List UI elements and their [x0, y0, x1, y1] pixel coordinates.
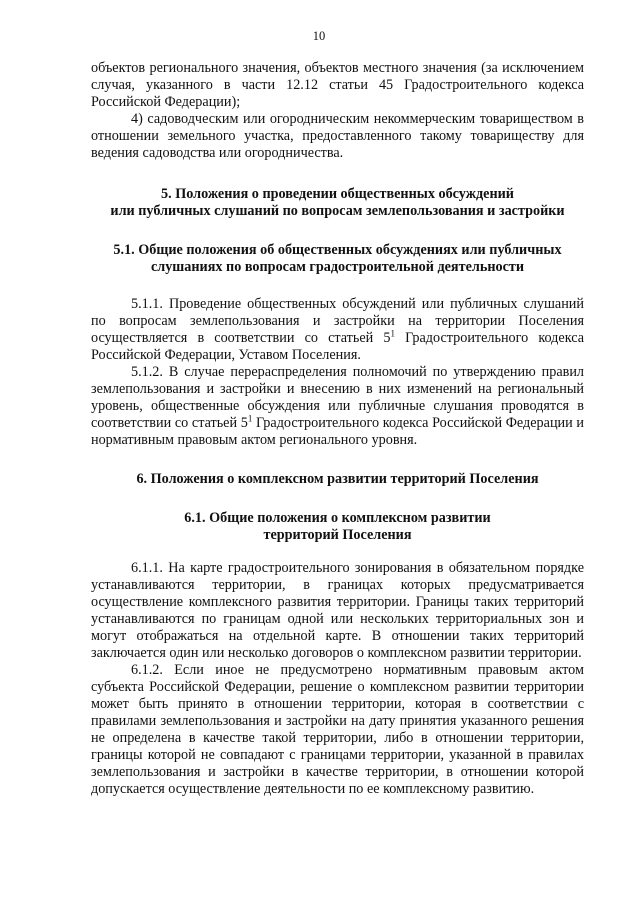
section-6-1-heading-line2: территорий Поселения	[263, 527, 412, 543]
section-5-1-heading	[91, 242, 584, 276]
paragraph-6-1-1: 6.1.1. На карте градостроительного зонирования в обязательном порядке устанавливаются территории, в границах которых предусматривается осуществление комплексного развития территории. Границы таких территорий устанавливаются по границам одной или нескольких территориальных зон и могут отображаться на отдельной карте. В отношении таких территорий заключается один или несколько договоров о комплексном развитии территории.	[91, 560, 584, 661]
paragraph-continuation: объектов регионального значения, объектов местного значения (за исключением случая, указанного в части 12.12 статьи 45 Градостроительного кодекса Российской Федерации);	[91, 60, 584, 110]
paragraph-6-1-2: 6.1.2. Если иное не предусмотрено нормативным правовым актом субъекта Российской Федерации, решение о комплексном развитии территории может быть принято в отношении территории, которая в соответствии с правилами землепользования и застройки на дату принятия указанного решения не определена в качестве такой территории, либо в отношении территории, границы которой не совпадают с границами территории, указанной в правилах землепользования и застройки в качестве территории, в отношении которой допускается осуществление деятельности по ее комплексному развитию.	[91, 662, 584, 797]
superscript-1: 1	[247, 413, 253, 424]
document-body	[91, 60, 584, 798]
superscript-1: 1	[390, 328, 395, 339]
section-6-1-heading	[91, 510, 584, 544]
paragraph-item-4: 4) садоводческим или огородническим некоммерческим товариществом в отношении земельного участка, предоставленного такому товариществу для ведения садоводства или огородничества.	[91, 111, 584, 161]
section-5-heading	[91, 186, 584, 220]
section-6-heading: 6. Положения о комплексном развитии территорий Поселения	[136, 471, 539, 487]
section-5-heading-line2: или публичных слушаний по вопросам землепользования и застройки	[110, 203, 565, 219]
section-5-heading-line1: 5. Положения о проведении общественных обсуждений	[161, 186, 514, 202]
paragraph-5-1-1-text-end: Градостроительного кодекса Российской Федерации, Уставом Поселения.	[91, 330, 585, 363]
paragraph-5-1-1	[91, 296, 584, 364]
section-5-1-heading-line1: 5.1. Общие положения об общественных обсуждениях или публичных	[113, 242, 562, 258]
section-6-1-heading-line1: 6.1. Общие положения о комплексном развитии	[184, 510, 491, 526]
paragraph-5-1-2-text-end: Градостроительного кодекса Российской Федерации и нормативным правовым актом регионального уровня.	[91, 415, 584, 448]
page-number: 10	[312, 29, 326, 43]
paragraph-5-1-1-text: 5.1.1. Проведение общественных обсуждений или публичных слушаний по вопросам землепользования и застройки на территории Поселения осуществляется в соответствии со статьей 5	[91, 296, 584, 346]
paragraph-5-1-2-text: 5.1.2. В случае перераспределения полномочий по утверждению правил землепользования и застройки и внесению в них изменений на региональный уровень, общественные обсуждения или публичные слушания проводятся в соответствии со статьей 5	[91, 364, 584, 431]
section-5-1-heading-line2: слушаниях по вопросам градостроительной деятельности	[150, 259, 525, 275]
paragraph-5-1-2	[91, 364, 584, 449]
